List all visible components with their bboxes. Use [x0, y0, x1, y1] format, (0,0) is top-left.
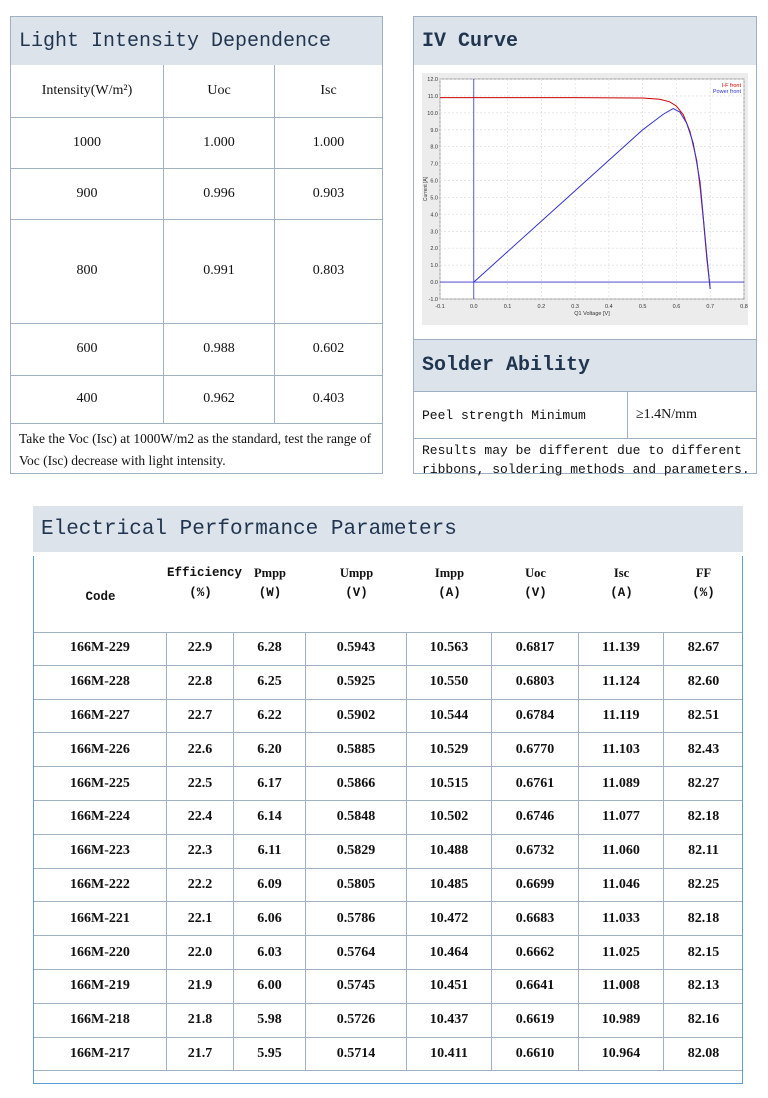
table-cell: 82.16 — [687, 1012, 720, 1028]
x-tick-label: 0.6 — [672, 304, 681, 310]
table-cell: 5.98 — [234, 1004, 306, 1037]
table-cell: 6.14 — [234, 801, 306, 834]
header-uoc — [492, 556, 579, 632]
table-cell: 82.18 — [687, 809, 720, 825]
table-cell: 22.1 — [167, 902, 234, 935]
header-label: Pmpp — [254, 566, 286, 580]
table-cell: 22.7 — [167, 700, 234, 733]
uoc-cell: 1.000 — [164, 117, 275, 168]
table-cell: 0.5714 — [306, 1038, 407, 1071]
y-tick-label: 1.0 — [430, 263, 438, 270]
table-cell: 11.077 — [579, 801, 664, 834]
table-cell: 11.119 — [579, 700, 664, 733]
table-cell: 0.6746 — [492, 801, 579, 834]
plot-area — [440, 79, 744, 299]
table-cell: 0.6619 — [492, 1004, 579, 1037]
table-cell: 6.28 — [234, 632, 306, 665]
table-cell: 11.060 — [579, 835, 664, 868]
table-row — [34, 767, 742, 801]
header-impp — [407, 556, 492, 632]
electrical-table — [33, 556, 743, 1084]
table-cell: 82.60 — [687, 674, 720, 690]
table-cell: 21.7 — [167, 1038, 234, 1071]
table-cell: 166M-222 — [34, 869, 167, 902]
table-cell: 166M-221 — [34, 902, 167, 935]
table-cell: 11.008 — [579, 970, 664, 1003]
electrical-table-header — [34, 556, 742, 633]
electrical-performance-title: Electrical Performance Parameters — [33, 506, 743, 552]
table-cell: 0.5885 — [306, 733, 407, 766]
y-tick-label: 9.0 — [430, 127, 438, 134]
header-unit: (V) — [524, 586, 547, 600]
light-intensity-table — [11, 65, 382, 424]
light-intensity-panel — [10, 16, 383, 474]
table-row — [34, 700, 742, 734]
x-tick-label: 0.2 — [537, 304, 546, 310]
table-cell: 0.6662 — [492, 936, 579, 969]
table-row — [34, 1004, 742, 1038]
table-cell: 166M-223 — [34, 835, 167, 868]
x-tick-label: 0.7 — [706, 304, 715, 310]
header-umpp — [306, 556, 407, 632]
table-cell: 166M-220 — [34, 936, 167, 969]
table-cell: 6.09 — [234, 869, 306, 902]
x-tick-label: 0.4 — [605, 304, 613, 310]
table-cell: 82.15 — [687, 944, 720, 960]
y-tick-label: -1.0 — [428, 297, 438, 303]
peel-strength-value: ≥1.4N/mm — [636, 407, 697, 422]
table-row — [34, 902, 742, 936]
table-cell: 21.8 — [167, 1004, 234, 1037]
table-cell: 0.6610 — [492, 1038, 579, 1071]
isc-cell: 0.803 — [275, 219, 383, 323]
table-cell: 22.6 — [167, 733, 234, 766]
x-axis-label: Q1 Voltage [V] — [574, 311, 610, 317]
header-unit: (V) — [345, 586, 368, 600]
table-cell: 10.563 — [407, 632, 492, 665]
table-cell: 10.989 — [579, 1004, 664, 1037]
table-cell: 0.6761 — [492, 767, 579, 800]
y-tick-label: 4.0 — [430, 212, 438, 219]
uoc-cell: 0.962 — [164, 375, 275, 423]
table-cell: 0.5786 — [306, 902, 407, 935]
table-cell: 10.515 — [407, 767, 492, 800]
table-cell: 6.11 — [234, 835, 306, 868]
table-cell: 22.4 — [167, 801, 234, 834]
table-cell: 22.5 — [167, 767, 234, 800]
y-axis-label: Current [A] — [423, 176, 429, 202]
y-tick-label: 8.0 — [430, 144, 438, 151]
light-intensity-title: Light Intensity Dependence — [11, 17, 382, 65]
header-pmpp — [234, 556, 306, 632]
intensity-cell: 400 — [11, 375, 164, 423]
table-cell: 166M-217 — [34, 1038, 167, 1071]
uoc-cell: 0.988 — [164, 323, 275, 375]
header-unit: (A) — [610, 586, 633, 600]
uoc-cell: 0.996 — [164, 168, 275, 219]
y-tick-label: 2.0 — [430, 246, 438, 253]
table-cell: 82.08 — [687, 1045, 720, 1061]
table-cell: 22.0 — [167, 936, 234, 969]
table-cell: 10.529 — [407, 733, 492, 766]
table-cell: 10.472 — [407, 902, 492, 935]
table-cell: 6.03 — [234, 936, 306, 969]
header-label: Efficiency — [167, 566, 243, 580]
intensity-cell: 1000 — [11, 117, 164, 168]
table-cell: 11.103 — [579, 733, 664, 766]
table-row — [34, 632, 742, 666]
peel-strength-row — [414, 391, 756, 439]
table-row — [34, 666, 742, 700]
table-cell: 22.3 — [167, 835, 234, 868]
table-row — [34, 936, 742, 970]
table-cell: 10.485 — [407, 869, 492, 902]
header-isc — [579, 556, 664, 632]
table-cell: 82.51 — [687, 707, 720, 723]
isc-cell: 0.602 — [275, 323, 383, 375]
table-cell: 82.11 — [688, 843, 719, 859]
iv-chart-container — [422, 73, 748, 325]
table-cell: 0.5726 — [306, 1004, 407, 1037]
table-cell: 11.089 — [579, 767, 664, 800]
header-unit: (A) — [438, 586, 461, 600]
x-tick-label: 0.3 — [571, 304, 579, 310]
header-isc: Isc — [275, 65, 383, 117]
header-uoc: Uoc — [164, 65, 275, 117]
header-intensity: Intensity(W/m²) — [11, 65, 164, 117]
table-cell: 166M-227 — [34, 700, 167, 733]
table-cell: 22.2 — [167, 869, 234, 902]
table-cell: 0.6683 — [492, 902, 579, 935]
table-cell: 21.9 — [167, 970, 234, 1003]
table-cell: 11.124 — [579, 666, 664, 699]
header-label: Impp — [434, 566, 465, 580]
table-row — [11, 375, 382, 423]
isc-cell: 0.403 — [275, 375, 383, 423]
y-tick-label: 11.0 — [427, 93, 438, 100]
iv-curve-title: IV Curve — [414, 17, 756, 65]
iv-chart — [422, 73, 748, 325]
y-tick-label: 7.0 — [430, 161, 438, 168]
table-cell: 0.6817 — [492, 632, 579, 665]
table-row — [34, 970, 742, 1004]
intensity-cell: 600 — [11, 323, 164, 375]
table-cell: 82.43 — [687, 741, 720, 757]
table-cell: 10.451 — [407, 970, 492, 1003]
table-cell: 10.964 — [579, 1038, 664, 1071]
table-cell: 10.411 — [407, 1038, 492, 1071]
header-unit: (%) — [692, 586, 715, 600]
table-row — [34, 835, 742, 869]
table-cell: 0.5925 — [306, 666, 407, 699]
table-cell: 22.8 — [167, 666, 234, 699]
table-row — [11, 168, 382, 219]
table-cell: 11.139 — [579, 632, 664, 665]
table-cell: 0.5829 — [306, 835, 407, 868]
table-cell: 6.17 — [234, 767, 306, 800]
legend-entry: Power front — [712, 89, 741, 95]
table-cell: 0.6641 — [492, 970, 579, 1003]
light-table-header — [11, 65, 382, 117]
table-cell: 0.5943 — [306, 632, 407, 665]
isc-cell: 0.903 — [275, 168, 383, 219]
table-cell: 10.437 — [407, 1004, 492, 1037]
table-cell: 6.25 — [234, 666, 306, 699]
table-row — [11, 323, 382, 375]
table-row — [34, 869, 742, 903]
table-cell: 11.025 — [579, 936, 664, 969]
table-cell: 11.046 — [579, 869, 664, 902]
table-cell: 166M-229 — [34, 632, 167, 665]
table-cell: 0.5745 — [306, 970, 407, 1003]
table-cell: 10.544 — [407, 700, 492, 733]
y-tick-label: 6.0 — [430, 178, 438, 185]
table-cell: 0.6803 — [492, 666, 579, 699]
header-unit: Code — [85, 590, 116, 604]
y-tick-label: 12.0 — [427, 77, 438, 83]
table-cell: 82.25 — [687, 876, 720, 892]
table-cell: 6.06 — [234, 902, 306, 935]
table-cell: 82.13 — [687, 978, 720, 994]
y-tick-label: 10.0 — [427, 110, 438, 117]
header-code — [34, 556, 167, 632]
table-cell: 6.20 — [234, 733, 306, 766]
iv-curve-panel — [413, 16, 757, 477]
header-unit: (%) — [189, 586, 212, 600]
header-efficiency — [167, 556, 243, 632]
intensity-cell: 900 — [11, 168, 164, 219]
header-label: Umpp — [339, 566, 374, 580]
y-tick-label: 0.0 — [430, 280, 438, 287]
isc-cell: 1.000 — [275, 117, 383, 168]
x-tick-label: 0.1 — [503, 304, 512, 310]
electrical-performance-panel — [33, 506, 743, 1084]
table-row — [34, 733, 742, 767]
header-unit: (W) — [258, 586, 282, 600]
table-cell: 0.6699 — [492, 869, 579, 902]
table-cell: 166M-224 — [34, 801, 167, 834]
table-cell: 11.033 — [579, 902, 664, 935]
x-tick-label: 0.8 — [740, 304, 748, 310]
y-tick-label: 5.0 — [430, 195, 438, 202]
uoc-cell: 0.991 — [164, 219, 275, 323]
y-tick-label: 3.0 — [430, 229, 438, 236]
table-cell: 82.67 — [687, 640, 720, 656]
table-cell: 0.5805 — [306, 869, 407, 902]
table-cell: 166M-226 — [34, 733, 167, 766]
x-tick-label: 0.5 — [638, 304, 647, 310]
x-tick-label: -0.1 — [435, 304, 445, 310]
table-cell: 166M-228 — [34, 666, 167, 699]
table-cell: 0.6784 — [492, 700, 579, 733]
table-cell: 10.550 — [407, 666, 492, 699]
table-row — [11, 219, 382, 323]
table-cell: 166M-225 — [34, 767, 167, 800]
table-cell: 82.27 — [687, 775, 720, 791]
header-label: Isc — [613, 566, 630, 580]
legend-entry: I-F front — [721, 83, 741, 89]
solder-ability-title: Solder Ability — [414, 339, 756, 391]
peel-strength-label: Peel strength Minimum — [414, 392, 628, 438]
table-cell: 6.00 — [234, 970, 306, 1003]
table-cell: 0.5764 — [306, 936, 407, 969]
intensity-cell: 800 — [11, 219, 164, 323]
table-cell: 166M-219 — [34, 970, 167, 1003]
light-intensity-note: Take the Voc (Isc) at 1000W/m2 as the standard, test the range of Voc (Isc) decrease with light intensity. — [19, 430, 372, 468]
table-cell: 0.5902 — [306, 700, 407, 733]
table-cell: 0.5866 — [306, 767, 407, 800]
header-ff — [664, 556, 743, 632]
header-label: Uoc — [525, 566, 546, 580]
table-cell: 5.95 — [234, 1038, 306, 1071]
table-cell: 10.502 — [407, 801, 492, 834]
header-label: FF — [695, 566, 712, 580]
table-cell: 6.22 — [234, 700, 306, 733]
x-tick-label: 0.0 — [469, 304, 478, 310]
table-cell: 0.6732 — [492, 835, 579, 868]
table-row — [34, 1038, 742, 1072]
table-cell: 22.9 — [167, 632, 234, 665]
table-cell: 82.18 — [687, 910, 720, 926]
table-row — [34, 801, 742, 835]
table-row — [11, 117, 382, 168]
table-cell: 166M-218 — [34, 1004, 167, 1037]
solder-note: Results may be different due to different ribbons, soldering methods and parameters. — [422, 443, 750, 477]
table-cell: 0.6770 — [492, 733, 579, 766]
table-cell: 10.464 — [407, 936, 492, 969]
table-cell: 0.5848 — [306, 801, 407, 834]
table-cell: 10.488 — [407, 835, 492, 868]
